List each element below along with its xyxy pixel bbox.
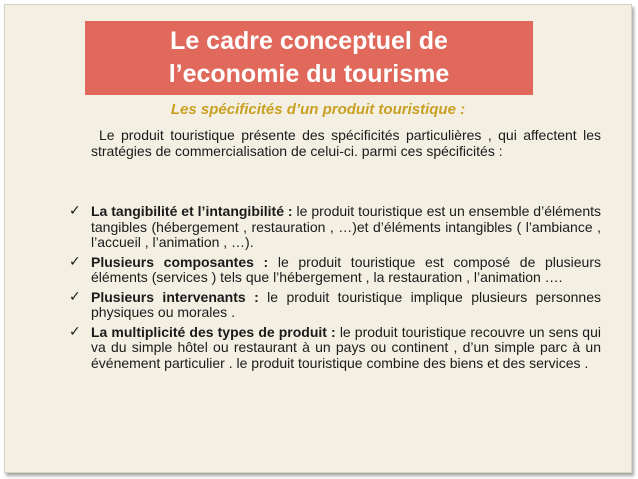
bullet-item-tangibility: [69, 204, 601, 251]
bullet-item-components: [69, 255, 601, 286]
check-mark-icon: ✓: [69, 253, 81, 270]
check-mark-icon: ✓: [69, 203, 81, 219]
title-bar: [85, 21, 533, 95]
bullet-term: La multiplicité des types de produit :: [91, 323, 340, 340]
bullet-list: [69, 204, 601, 375]
slide: [4, 4, 632, 473]
slide-title-line-2: l’economie du tourisme: [168, 60, 450, 88]
bullet-text: le produit touristique recouvre un sens qui va du simple hôtel ou restaurant à un pays ou continent , d’un simple parc à un événement particulier . le produit touristique combine des biens et des services .: [91, 323, 601, 371]
bullet-text: le produit touristique est un ensemble d’éléments tangibles (hébergement , restauration , …)et d’éléments intangibles ( l’ambiance , l’accueil , l’animation , …).: [91, 203, 601, 250]
bullet-text: le produit touristique implique plusieurs personnes physiques ou morales .: [91, 288, 602, 320]
bullet-item-stakeholders: [69, 290, 601, 321]
intro-paragraph: Le produit touristique présente des spécificités particulières , qui affectent les stratégies de commercialisation de celui-ci. parmi ces spécificités :: [91, 127, 601, 159]
slide-subtitle: Les spécificités d’un produit touristique :: [170, 101, 466, 118]
slide-title: [85, 25, 533, 91]
bullet-item-product-types: [69, 325, 601, 372]
bullet-term: La tangibilité et l’intangibilité :: [91, 203, 297, 219]
bullet-term: Plusieurs intervenants :: [91, 288, 268, 305]
check-mark-icon: ✓: [69, 288, 81, 305]
bullet-text: le produit touristique est composé de plusieurs éléments (services ) tels que l’hébergement , la restauration , l’animation ….: [91, 253, 602, 285]
check-mark-icon: ✓: [69, 323, 81, 340]
slide-title-line-1: Le cadre conceptuel de: [170, 27, 448, 55]
bullet-term: Plusieurs composantes :: [91, 253, 278, 270]
